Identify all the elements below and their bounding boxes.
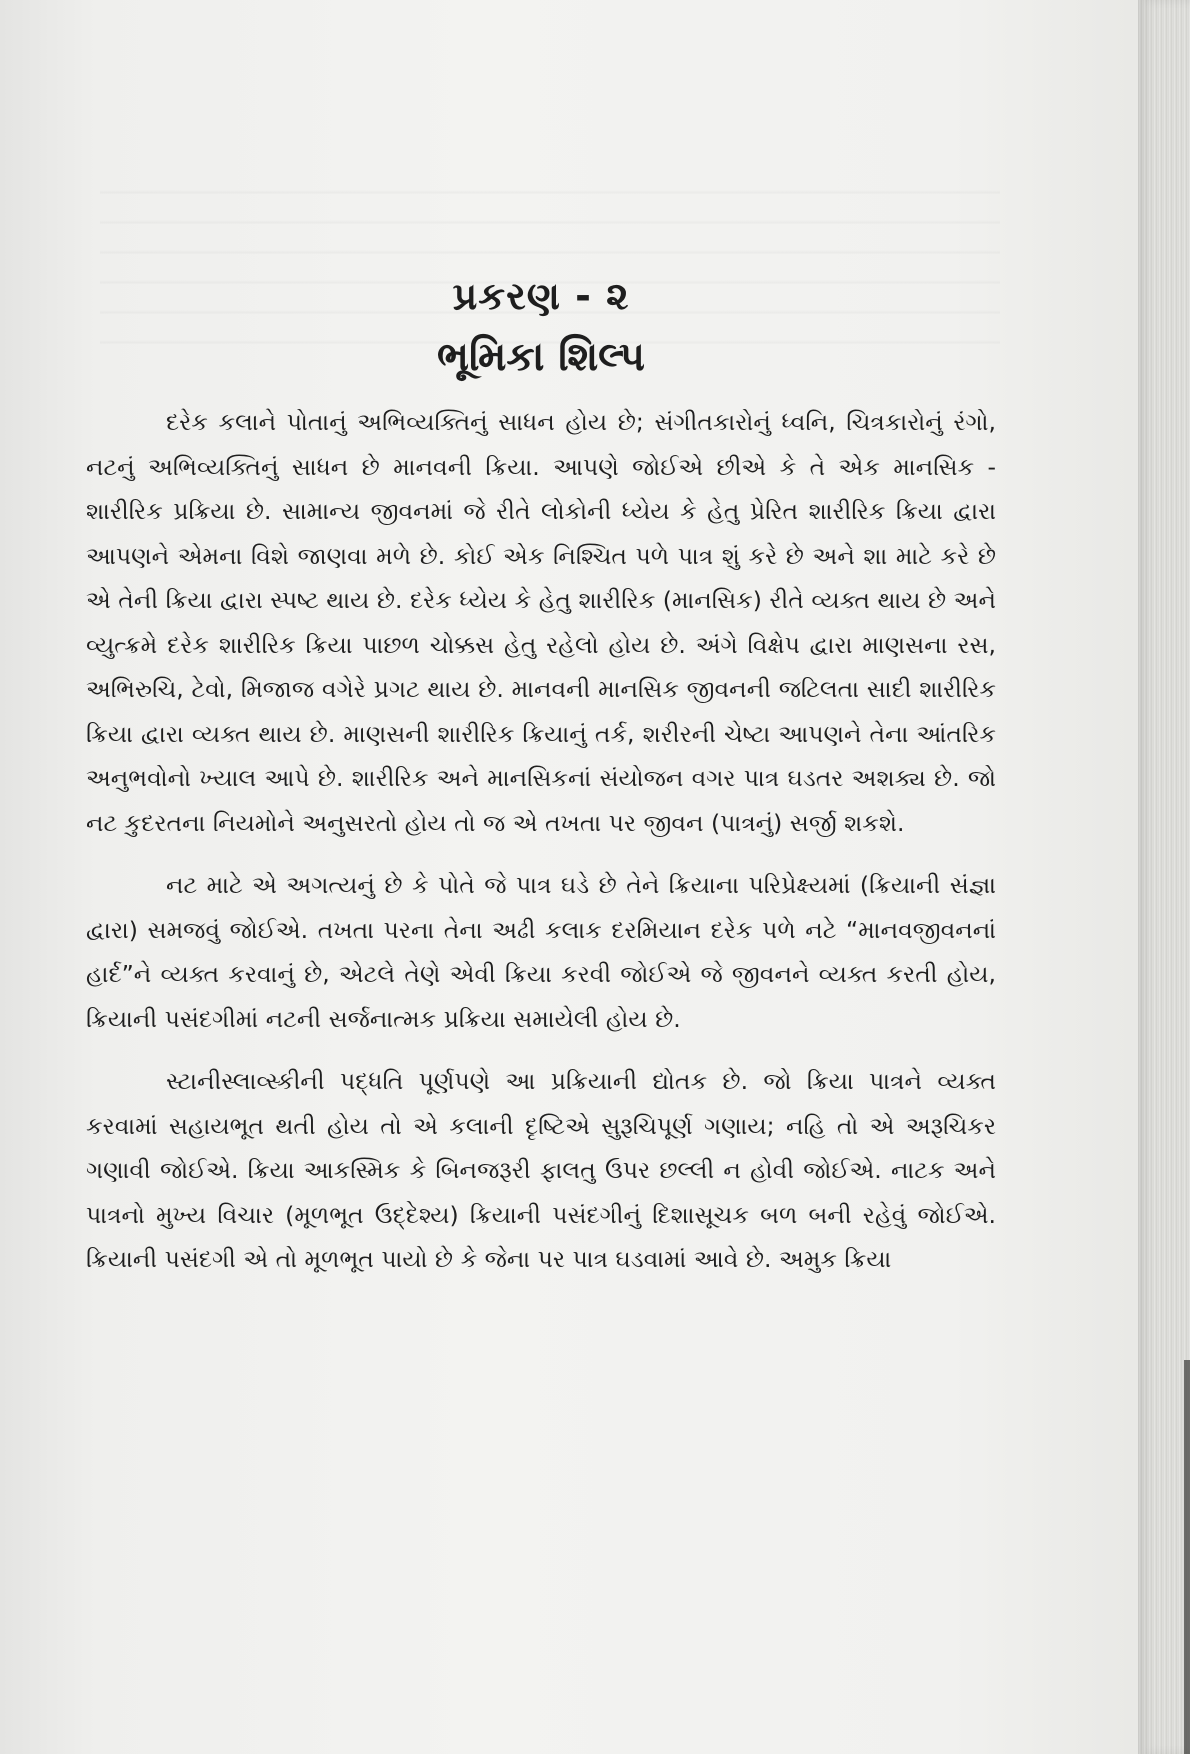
page-stack-edge [1138,0,1190,1754]
page-content [86,270,996,1300]
paragraph-2: નટ માટે એ અગત્યનું છે કે પોતે જે પાત્ર ઘડે છે તેને ક્રિયાના પરિપ્રેક્ષ્યમાં (ક્રિયાની સંજ્ઞા દ્વારા) સમજવું જોઈએ. તખતા પરના તેના અઢી કલાક દરમિયાન દરેક પળે નટે “માનવજીવનનાં હાર્દ”ને વ્યક્ત કરવાનું છે, એટલે તેણે એવી ક્રિયા કરવી જોઈએ જે જીવનને વ્યક્ત કરતી હોય, ક્રિયાની પસંદગીમાં નટની સર્જનાત્મક પ્રક્રિયા સમાયેલી હોય છે. [86,871,996,1033]
chapter-title: ભૂમિકા શિલ્પ [437,334,645,380]
book-cover-edge [1184,1360,1190,1754]
paragraph-3: સ્ટાનીસ્લાવ્સ્કીની પદ્ધતિ પૂર્ણપણે આ પ્રક્રિયાની દ્યોતક છે. જો ક્રિયા પાત્રને વ્યક્ત કરવામાં સહાયભૂત થતી હોય તો એ કલાની દૃષ્ટિએ સુરૂચિપૂર્ણ ગણાય; નહિ તો એ અરૂચિકર ગણાવી જોઈએ. ક્રિયા આકસ્મિક કે બિનજરૂરી ફાલતુ ઉપર છલ્લી ન હોવી જોઈએ. નાટક અને પાત્રનો મુખ્ય વિચાર (મૂળભૂત ઉદ્દેશ્ય) ક્રિયાની પસંદગીનું દિશાસૂચક બળ બની રહેવું જોઈએ. ક્રિયાની પસંદગી એ તો મૂળભૂત પાયો છે કે જેના પર પાત્ર ઘડવામાં આવે છે. અમુક ક્રિયા [86,1067,996,1273]
paragraph-1: દરેક કલાને પોતાનું અભિવ્યક્તિનું સાધન હોય છે; સંગીતકારોનું ધ્વનિ, ચિત્રકારોનું રંગો, નટનું અભિવ્યક્તિનું સાધન છે માનવની ક્રિયા. આપણે જોઈએ છીએ કે તે એક માનસિક - શારીરિક પ્રક્રિયા છે. સામાન્ય જીવનમાં જે રીતે લોકોની ધ્યેય કે હેતુ પ્રેરિત શારીરિક ક્રિયા દ્વારા આપણને એમના વિશે જાણવા મળે છે. કોઈ એક નિશ્ચિત પળે પાત્ર શું કરે છે અને શા માટે કરે છે એ તેની ક્રિયા દ્વારા સ્પષ્ટ થાય છે. દરેક ધ્યેય કે હેતુ શારીરિક (માનસિક) રીતે વ્યક્ત થાય છે અને વ્યુત્ક્રમે દરેક શારીરિક ક્રિયા પાછળ ચોક્કસ હેતુ રહેલો હોય છે. અંગે વિક્ષેપ દ્વારા માણસના રસ, અભિરુચિ, ટેવો, મિજાજ વગેરે પ્રગટ થાય છે. માનવની માનસિક જીવનની જટિલતા સાદી શારીરિક ક્રિયા દ્વારા વ્યક્ત થાય છે. માણસની શારીરિક ક્રિયાનું તર્ક, શરીરની ચેષ્ટા આપણને તેના આંતરિક અનુભવોનો ખ્યાલ આપે છે. શારીરિક અને માનસિકનાં સંયોજન વગર પાત્ર ઘડતર અશક્ય છે. જો નટ કુદરતના નિયમોને અનુસરતો હોય તો જ એ તખતા પર જીવન (પાત્રનું) સર્જી શકશે. [86,408,996,837]
chapter-heading: પ્રકરણ - ૨ [452,274,630,318]
